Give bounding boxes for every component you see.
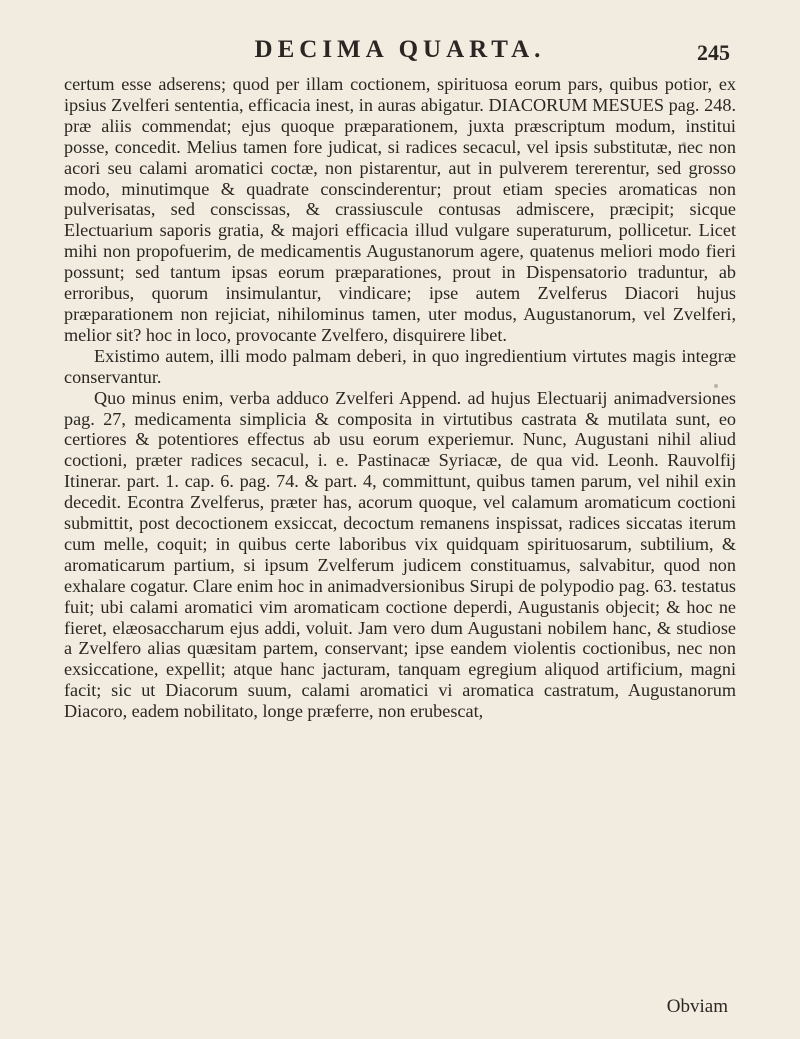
body-text <box>64 74 736 722</box>
page-header <box>0 36 800 70</box>
catchword: Obviam <box>666 996 728 1017</box>
paragraph-2: Existimo autem, illi modo palmam deberi, in quo ingredientium virtutes magis integræ conservantur. <box>64 345 736 387</box>
paragraph-1: certum esse adserens; quod per illam coctionem, spirituosa eorum pars, quibus potior, ex ipsius Zvelferi sententia, efficacia inest, in auras abigatur. DIACORUM MESUES pag. 248. præ aliis commendat; ejus quoque præparationem, juxta præscriptum modum, institui posse, concedit. Melius tamen fore judicat, si radices secacul, vel ipsis substitutæ, nec non acori seu calami aromatici coctæ, non pistarentur, aut in pulverem tererentur, sed grosso modo, minutimque & quadrate conscinderentur; prout etiam species aromaticas non pulverisatas, sed conscissas, & crassiuscule contusas admiscere, præcipit; sicque Electuarium saporis gratia, & majori efficacia illud vulgare superaturum, pollicetur. Licet mihi non propofuerim, de medicamentis Augustanorum agere, quatenus meliori modo fieri possunt; sed tantum ipsas eorum præparationes, prout in Dispensatorio traduntur, ab erroribus, quorum insimulantur, vindicare; ipse autem Zvelferus Diacori hujus præparationem non rejiciat, nihilominus tamen, uter modus, Augustanorum, vel Zvelferi, melior sit? hoc in loco, provocante Zvelfero, disquirere libet. <box>64 74 736 345</box>
ink-speck <box>682 142 686 146</box>
running-title: DECIMA QUARTA. <box>254 36 546 63</box>
ink-speck <box>714 384 718 388</box>
page-number: 245 <box>697 40 730 65</box>
paragraph-3: Quo minus enim, verba adduco Zvelferi Append. ad hujus Electuarij animadversiones pag. 27, medicamenta simplicia & composita in virtutibus castrata & mutilata sunt, eo certiores & potentiores effectus ab usu eorum experiemur. Nunc, Augustani nihil aliud coctioni, præter radices secacul, i. e. Pastinacæ Syriacæ, de qua vid. Leonh. Rauvolfij Itinerar. part. 1. cap. 6. pag. 74. & part. 4, committunt, quibus tamen parum, vel nihil exin decedit. Econtra Zvelferus, præter has, acorum quoque, vel calamum aromaticum coctioni submittit, post decoctionem exsiccat, decoctum remanens inspissat, radices siccatas iterum cum melle, coquit; in quibus certe laboribus vix quidquam spirituosarum, subtilium, & aromaticarum partium, si ipsum Zvelferum judicem constituamus, salvabitur, quod non exhalare cogatur. Clare enim hoc in animadversionibus Sirupi de polypodio pag. 63. testatus fuit; ubi calami aromatici vim aromaticam coctione deperdi, Augustanis objecit; & hoc ne fieret, elæosaccharum ejus addi, voluit. Jam vero dum Augustani nobilem hanc, & studiose a Zvelfero alias quæsitam partem, conservant; ipse eandem violentis coctionibus, nec non exsiccatione, expellit; atque hanc jacturam, tanquam egregium aliquod artificium, magni facit; sic ut Diacorum suum, calami aromatici vi aromatica castratum, Augustanorum Diacoro, eadem nobilitato, longe præferre, non erubescat, <box>64 387 736 722</box>
